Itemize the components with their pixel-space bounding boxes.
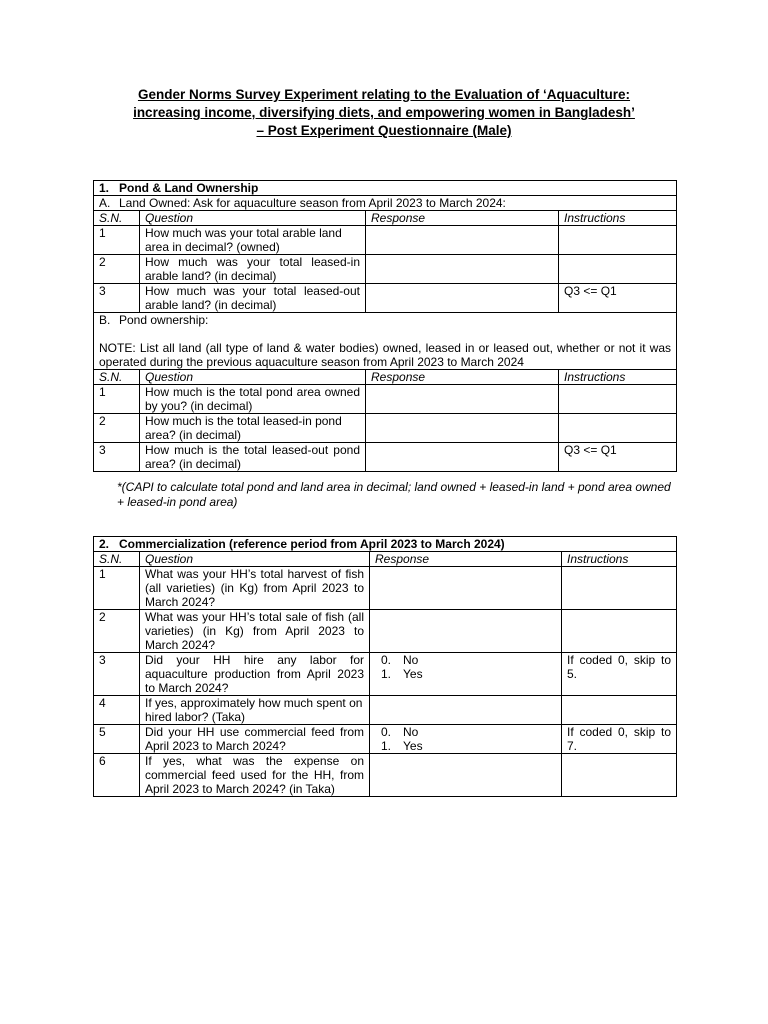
pond-land-ownership-table [93, 180, 677, 472]
response-cell[interactable] [366, 255, 559, 284]
option-no[interactable]: 0. No [381, 653, 419, 667]
response-cell[interactable] [366, 443, 559, 472]
title-line-3: – Post Experiment Questionnaire (Male) [256, 123, 512, 138]
table-row: 2 What was your HH’s total sale of fish (all varieties) (in Kg) from April 2023 to March 2024? [94, 610, 677, 653]
part-b-header: B. Pond ownership: NOTE: List all land (all type of land & water bodies) owned, leased in or leased out, whether or not it was operated during the previous aquaculture season from April 2023 to March 2024 [94, 313, 677, 370]
option-no[interactable]: 0. No [381, 725, 419, 739]
table-row: 6 If yes, what was the expense on commercial feed used for the HH, from April 2023 to March 2024? (in Taka) [94, 754, 677, 797]
response-cell[interactable] [366, 284, 559, 313]
table-header-row: S.N. Question Response Instructions [94, 552, 677, 567]
section-1-header: 1. Pond & Land Ownership [94, 181, 677, 196]
section-1-title: Pond & Land Ownership [119, 181, 259, 195]
table-row: 1 How much was your total arable land area in decimal? (owned) [94, 226, 677, 255]
response-cell[interactable] [366, 385, 559, 414]
response-cell[interactable] [370, 610, 562, 653]
table-row: 3 How much was your total leased-out arable land? (in decimal) Q3 <= Q1 [94, 284, 677, 313]
document-title [60, 86, 708, 140]
table-row: 3 How much is the total leased-out pond area? (in decimal) Q3 <= Q1 [94, 443, 677, 472]
part-a-header: A. Land Owned: Ask for aquaculture season from April 2023 to March 2024: [94, 196, 677, 211]
response-cell[interactable] [370, 696, 562, 725]
section-2-title: Commercialization (reference period from April 2023 to March 2024) [119, 537, 505, 551]
response-cell[interactable] [370, 754, 562, 797]
capi-note: *(CAPI to calculate total pond and land area in decimal; land owned + leased-in land + pond area owned + leased-in pond area) [117, 480, 671, 509]
response-options[interactable] [370, 725, 562, 754]
option-yes[interactable]: 1. Yes [381, 667, 423, 681]
table-row: 1 How much is the total pond area owned by you? (in decimal) [94, 385, 677, 414]
response-cell[interactable] [370, 567, 562, 610]
table-row: 5 Did your HH use commercial feed from April 2023 to March 2024? 0. No 1. Yes If coded 0, skip to 7. [94, 725, 677, 754]
table-header-row: S.N. Question Response Instructions [94, 211, 677, 226]
option-yes[interactable]: 1. Yes [381, 739, 423, 753]
table-header-row: S.N. Question Response Instructions [94, 370, 677, 385]
response-cell[interactable] [366, 226, 559, 255]
table-row: 3 Did your HH hire any labor for aquaculture production from April 2023 to March 2024? 0. No 1. Yes If coded 0, skip to 5. [94, 653, 677, 696]
title-line-1: Gender Norms Survey Experiment relating to the Evaluation of ‘Aquaculture: [137, 87, 631, 102]
title-line-2: increasing income, diversifying diets, and empowering women in Bangladesh’ [133, 105, 635, 120]
response-cell[interactable] [366, 414, 559, 443]
pond-ownership-note: NOTE: List all land (all type of land & water bodies) owned, leased in or leased out, whether or not it was operated during the previous aquaculture season from April 2023 to March 2024 [99, 341, 672, 369]
response-options[interactable] [370, 653, 562, 696]
table-row: 4 If yes, approximately how much spent on hired labor? (Taka) [94, 696, 677, 725]
table-row: 1 What was your HH’s total harvest of fish (all varieties) (in Kg) from April 2023 to March 2024? [94, 567, 677, 610]
section-2-header: 2. Commercialization (reference period from April 2023 to March 2024) [94, 537, 677, 552]
table-row: 2 How much is the total leased-in pond area? (in decimal) [94, 414, 677, 443]
commercialization-table [93, 536, 677, 797]
table-row: 2 How much was your total leased-in arable land? (in decimal) [94, 255, 677, 284]
